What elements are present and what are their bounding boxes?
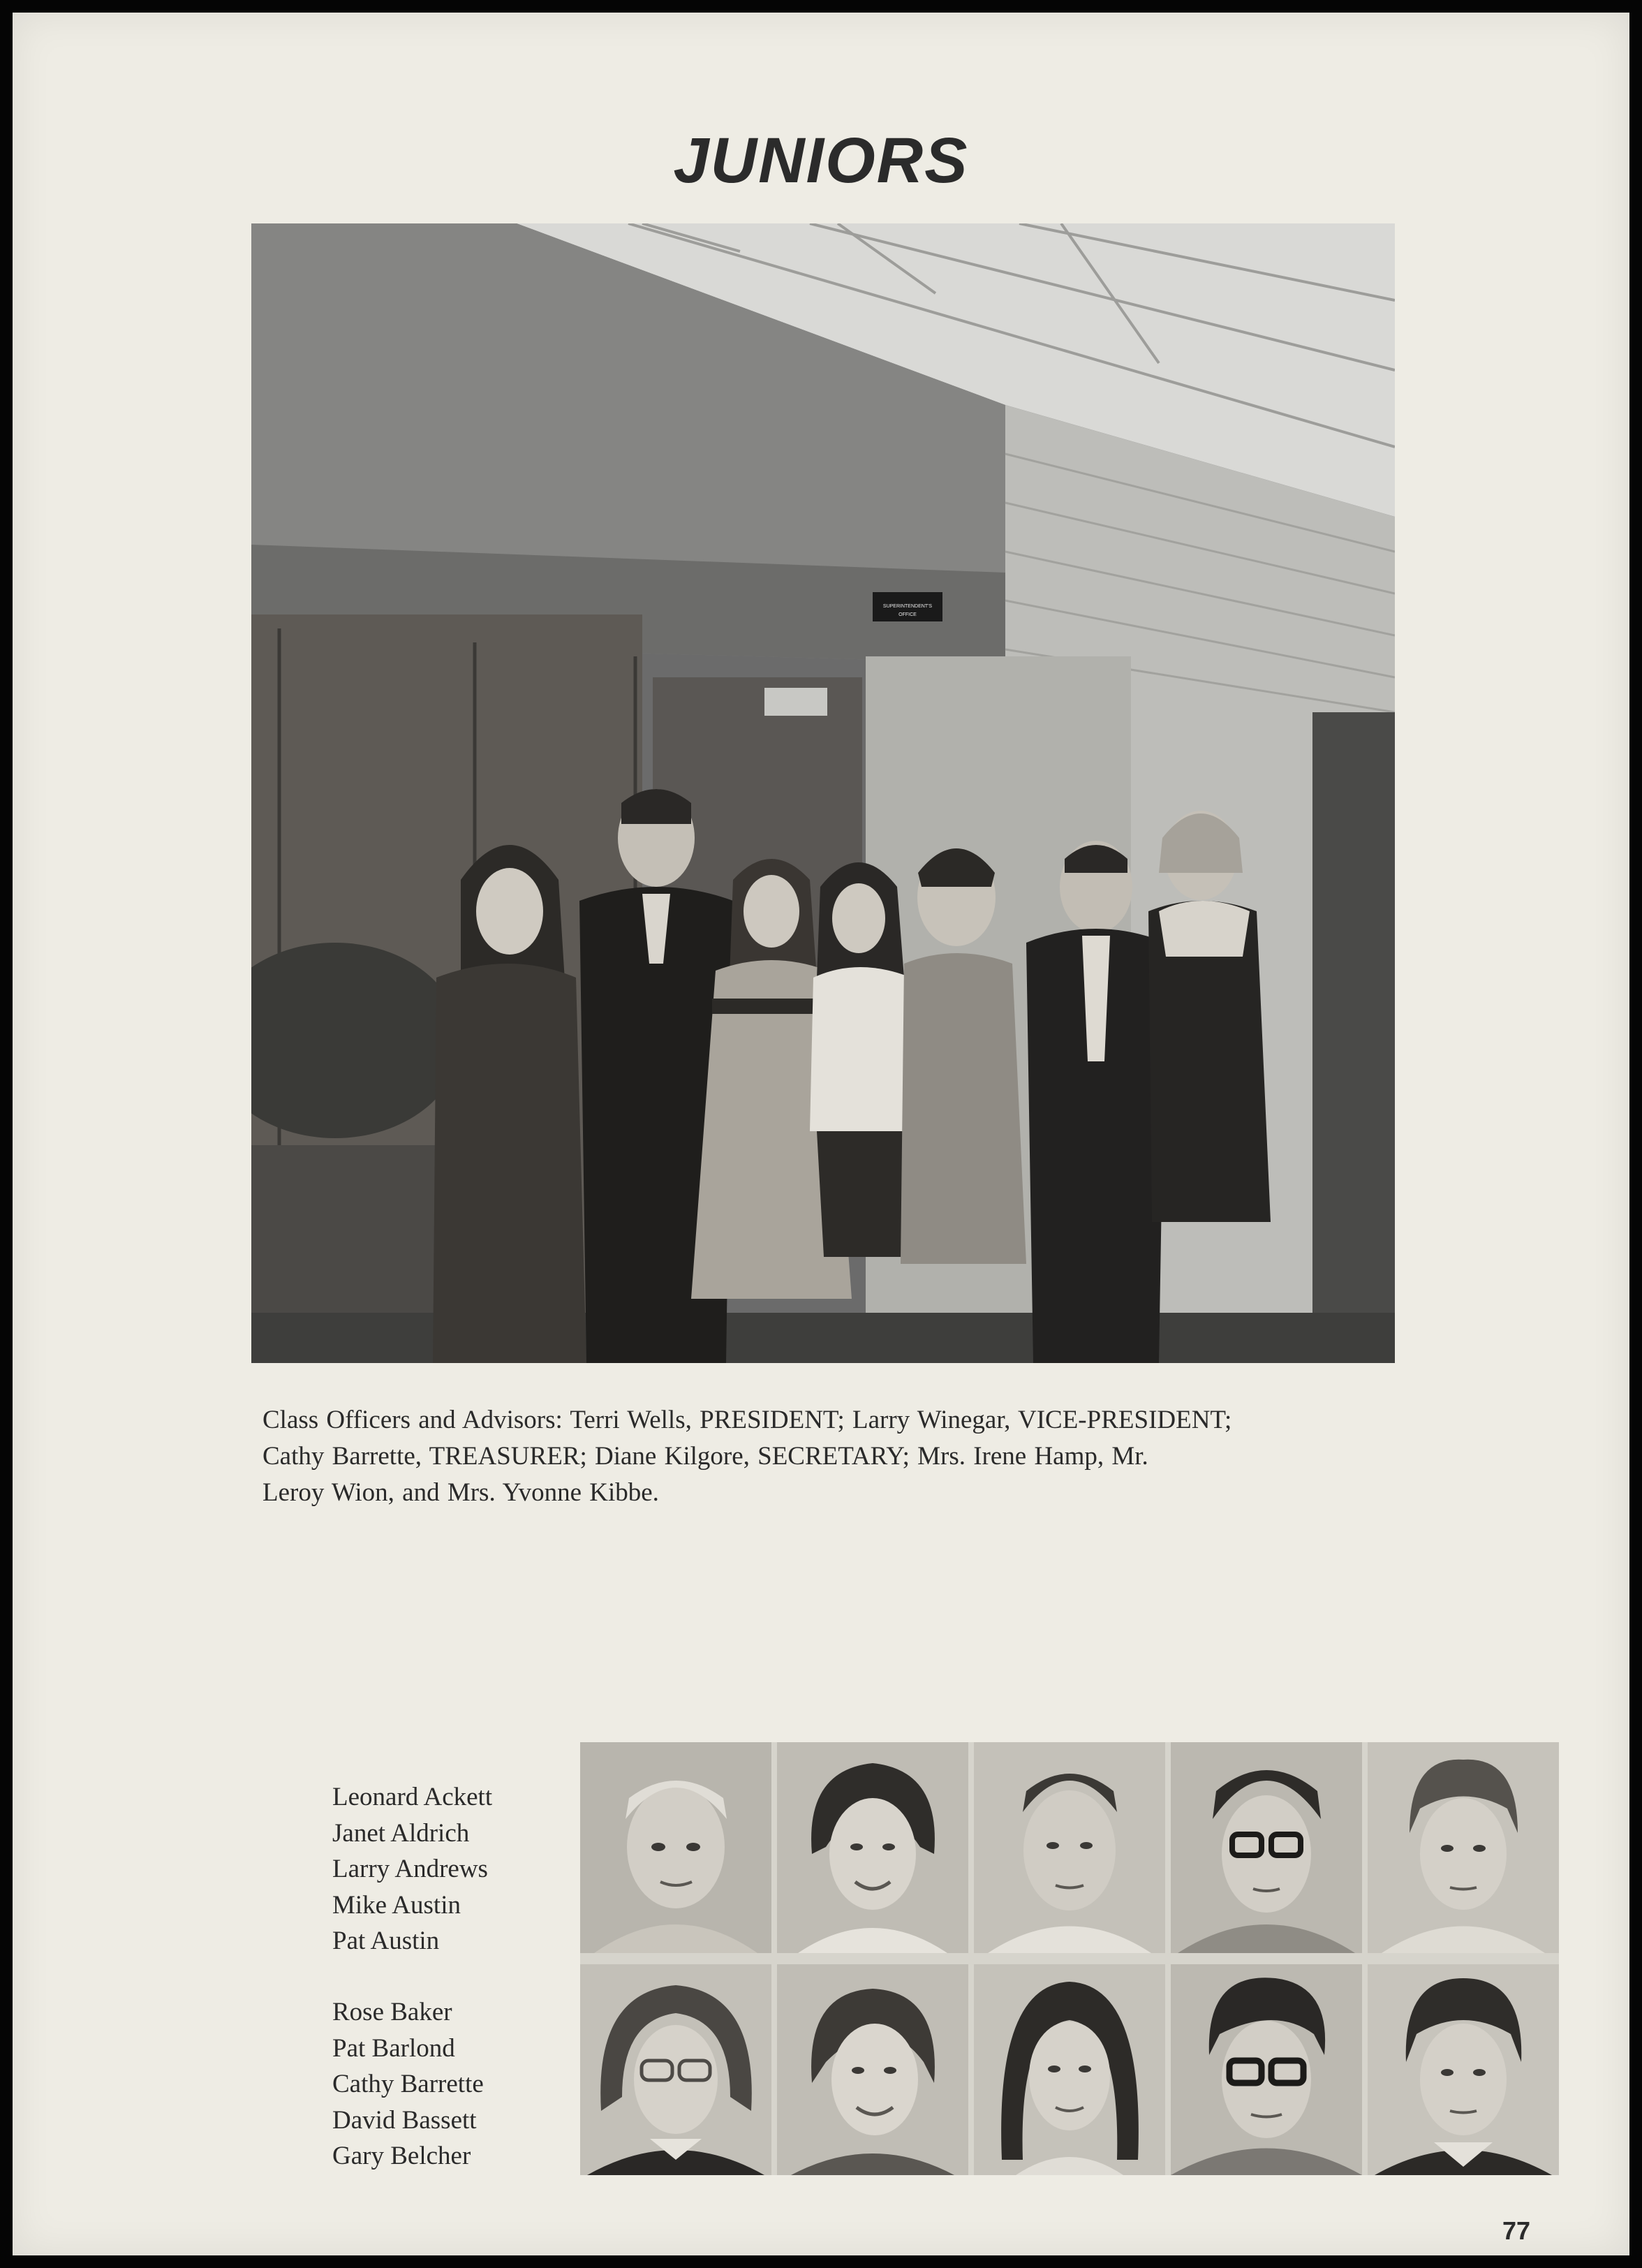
- student-portrait: [1368, 1742, 1559, 1953]
- student-name: Leonard Ackett: [332, 1783, 493, 1811]
- page-number: 77: [1502, 2216, 1531, 2245]
- page-title: JUNIORS: [673, 125, 969, 196]
- student-portrait: [974, 1964, 1165, 2175]
- student-name: Mike Austin: [332, 1890, 461, 1920]
- svg-text:OFFICE: OFFICE: [898, 612, 917, 617]
- student-name: David Bassett: [332, 2105, 477, 2135]
- student-name: Janet Aldrich: [332, 1818, 470, 1848]
- student-name: Larry Andrews: [332, 1855, 488, 1883]
- student-portrait: [974, 1742, 1165, 1953]
- caption-line: Cathy Barrette, TREASURER; Diane Kilgore, SECRETARY; Mrs. Irene Hamp, Mr.: [262, 1442, 1148, 1471]
- student-name: Rose Baker: [332, 1998, 452, 2026]
- svg-text:SUPERINTENDENT'S: SUPERINTENDENT'S: [882, 604, 933, 609]
- student-portrait: [580, 1742, 771, 1953]
- portrait-grid: [580, 1742, 1559, 2175]
- student-portrait: [1171, 1742, 1362, 1953]
- student-portrait: [777, 1964, 968, 2175]
- name-list-row-2: [332, 1994, 584, 2174]
- caption-line: Class Officers and Advisors: Terri Wells, PRESIDENT; Larry Winegar, VICE-PRESIDENT;: [262, 1406, 1232, 1434]
- student-portrait: [777, 1742, 968, 1953]
- student-name: Gary Belcher: [332, 2142, 471, 2170]
- student-portrait: [580, 1964, 771, 2175]
- student-name: Cathy Barrette: [332, 2070, 484, 2098]
- photo-caption: [262, 1402, 1407, 1511]
- yearbook-page: [13, 13, 1629, 2255]
- student-name: Pat Austin: [332, 1927, 440, 1955]
- student-portrait: [1368, 1964, 1559, 2175]
- student-name: Pat Barlond: [332, 2033, 455, 2063]
- class-officers-photo: [251, 223, 1395, 1363]
- caption-line: Leroy Wion, and Mrs. Yvonne Kibbe.: [262, 1478, 659, 1507]
- name-list-row-1: [332, 1779, 584, 1959]
- student-portrait: [1171, 1964, 1362, 2175]
